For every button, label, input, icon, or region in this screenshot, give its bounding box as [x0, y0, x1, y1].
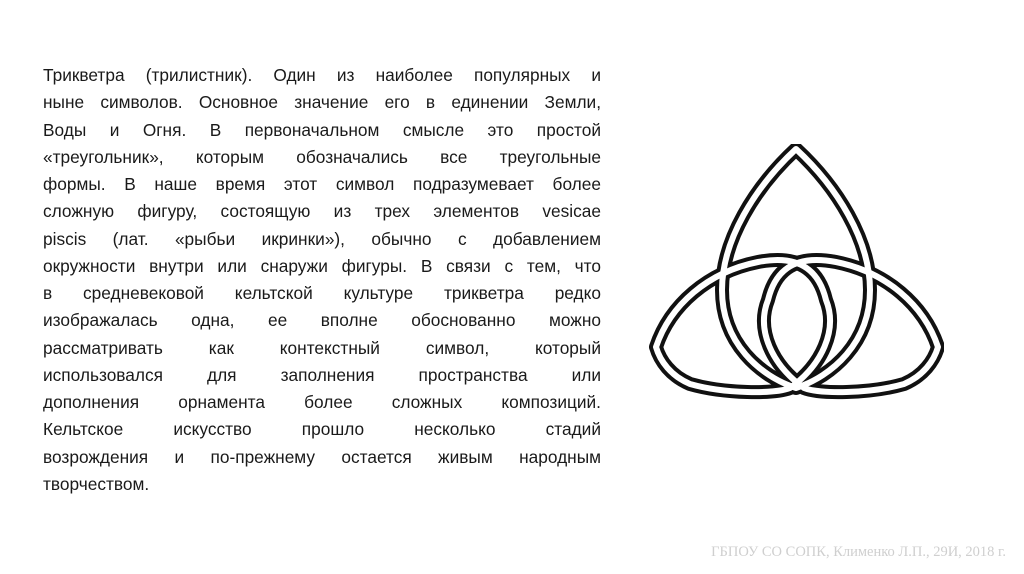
body-line: piscis (лат. «рыбьи икринки»), обычно с добавлением [43, 228, 601, 249]
body-line: возрождения и по-прежнему остается живым народным [43, 446, 601, 467]
body-text [43, 62, 601, 498]
body-line: творчеством. [43, 473, 150, 494]
body-line: сложную фигуру, состоящую из трех элементов vesicae [43, 201, 601, 222]
body-line: Воды и Огня. В первоначальном смысле это простой [43, 119, 601, 140]
body-line: изображалась одна, ее вполне обоснованно можно [43, 310, 601, 331]
body-line: в средневековой кельтской культуре трикветра редко [43, 283, 601, 303]
body-line: Кельтское искусство прошло несколько стадий [43, 419, 601, 440]
body-line: дополнения орнамента более сложных композиций. [43, 392, 601, 412]
body-line: рассматривать как контекстный символ, который [43, 337, 601, 358]
body-line: формы. В наше время этот символ подразумевает более [43, 174, 601, 194]
body-line: окружности внутри или снаружи фигуры. В связи с тем, что [43, 255, 601, 276]
footer-credit: ГБПОУ СО СОПК, Клименко Л.П., 29И, 2018 г. [711, 544, 1006, 560]
triquetra-icon [648, 144, 944, 406]
body-line: ныне символов. Основное значение его в единении Земли, [43, 92, 601, 113]
body-line: «треугольник», которым обозначались все треугольные [43, 146, 601, 167]
body-line: использовался для заполнения пространства или [43, 364, 601, 385]
body-line: Трикветра (трилистник). Один из наиболее популярных и [43, 65, 601, 85]
